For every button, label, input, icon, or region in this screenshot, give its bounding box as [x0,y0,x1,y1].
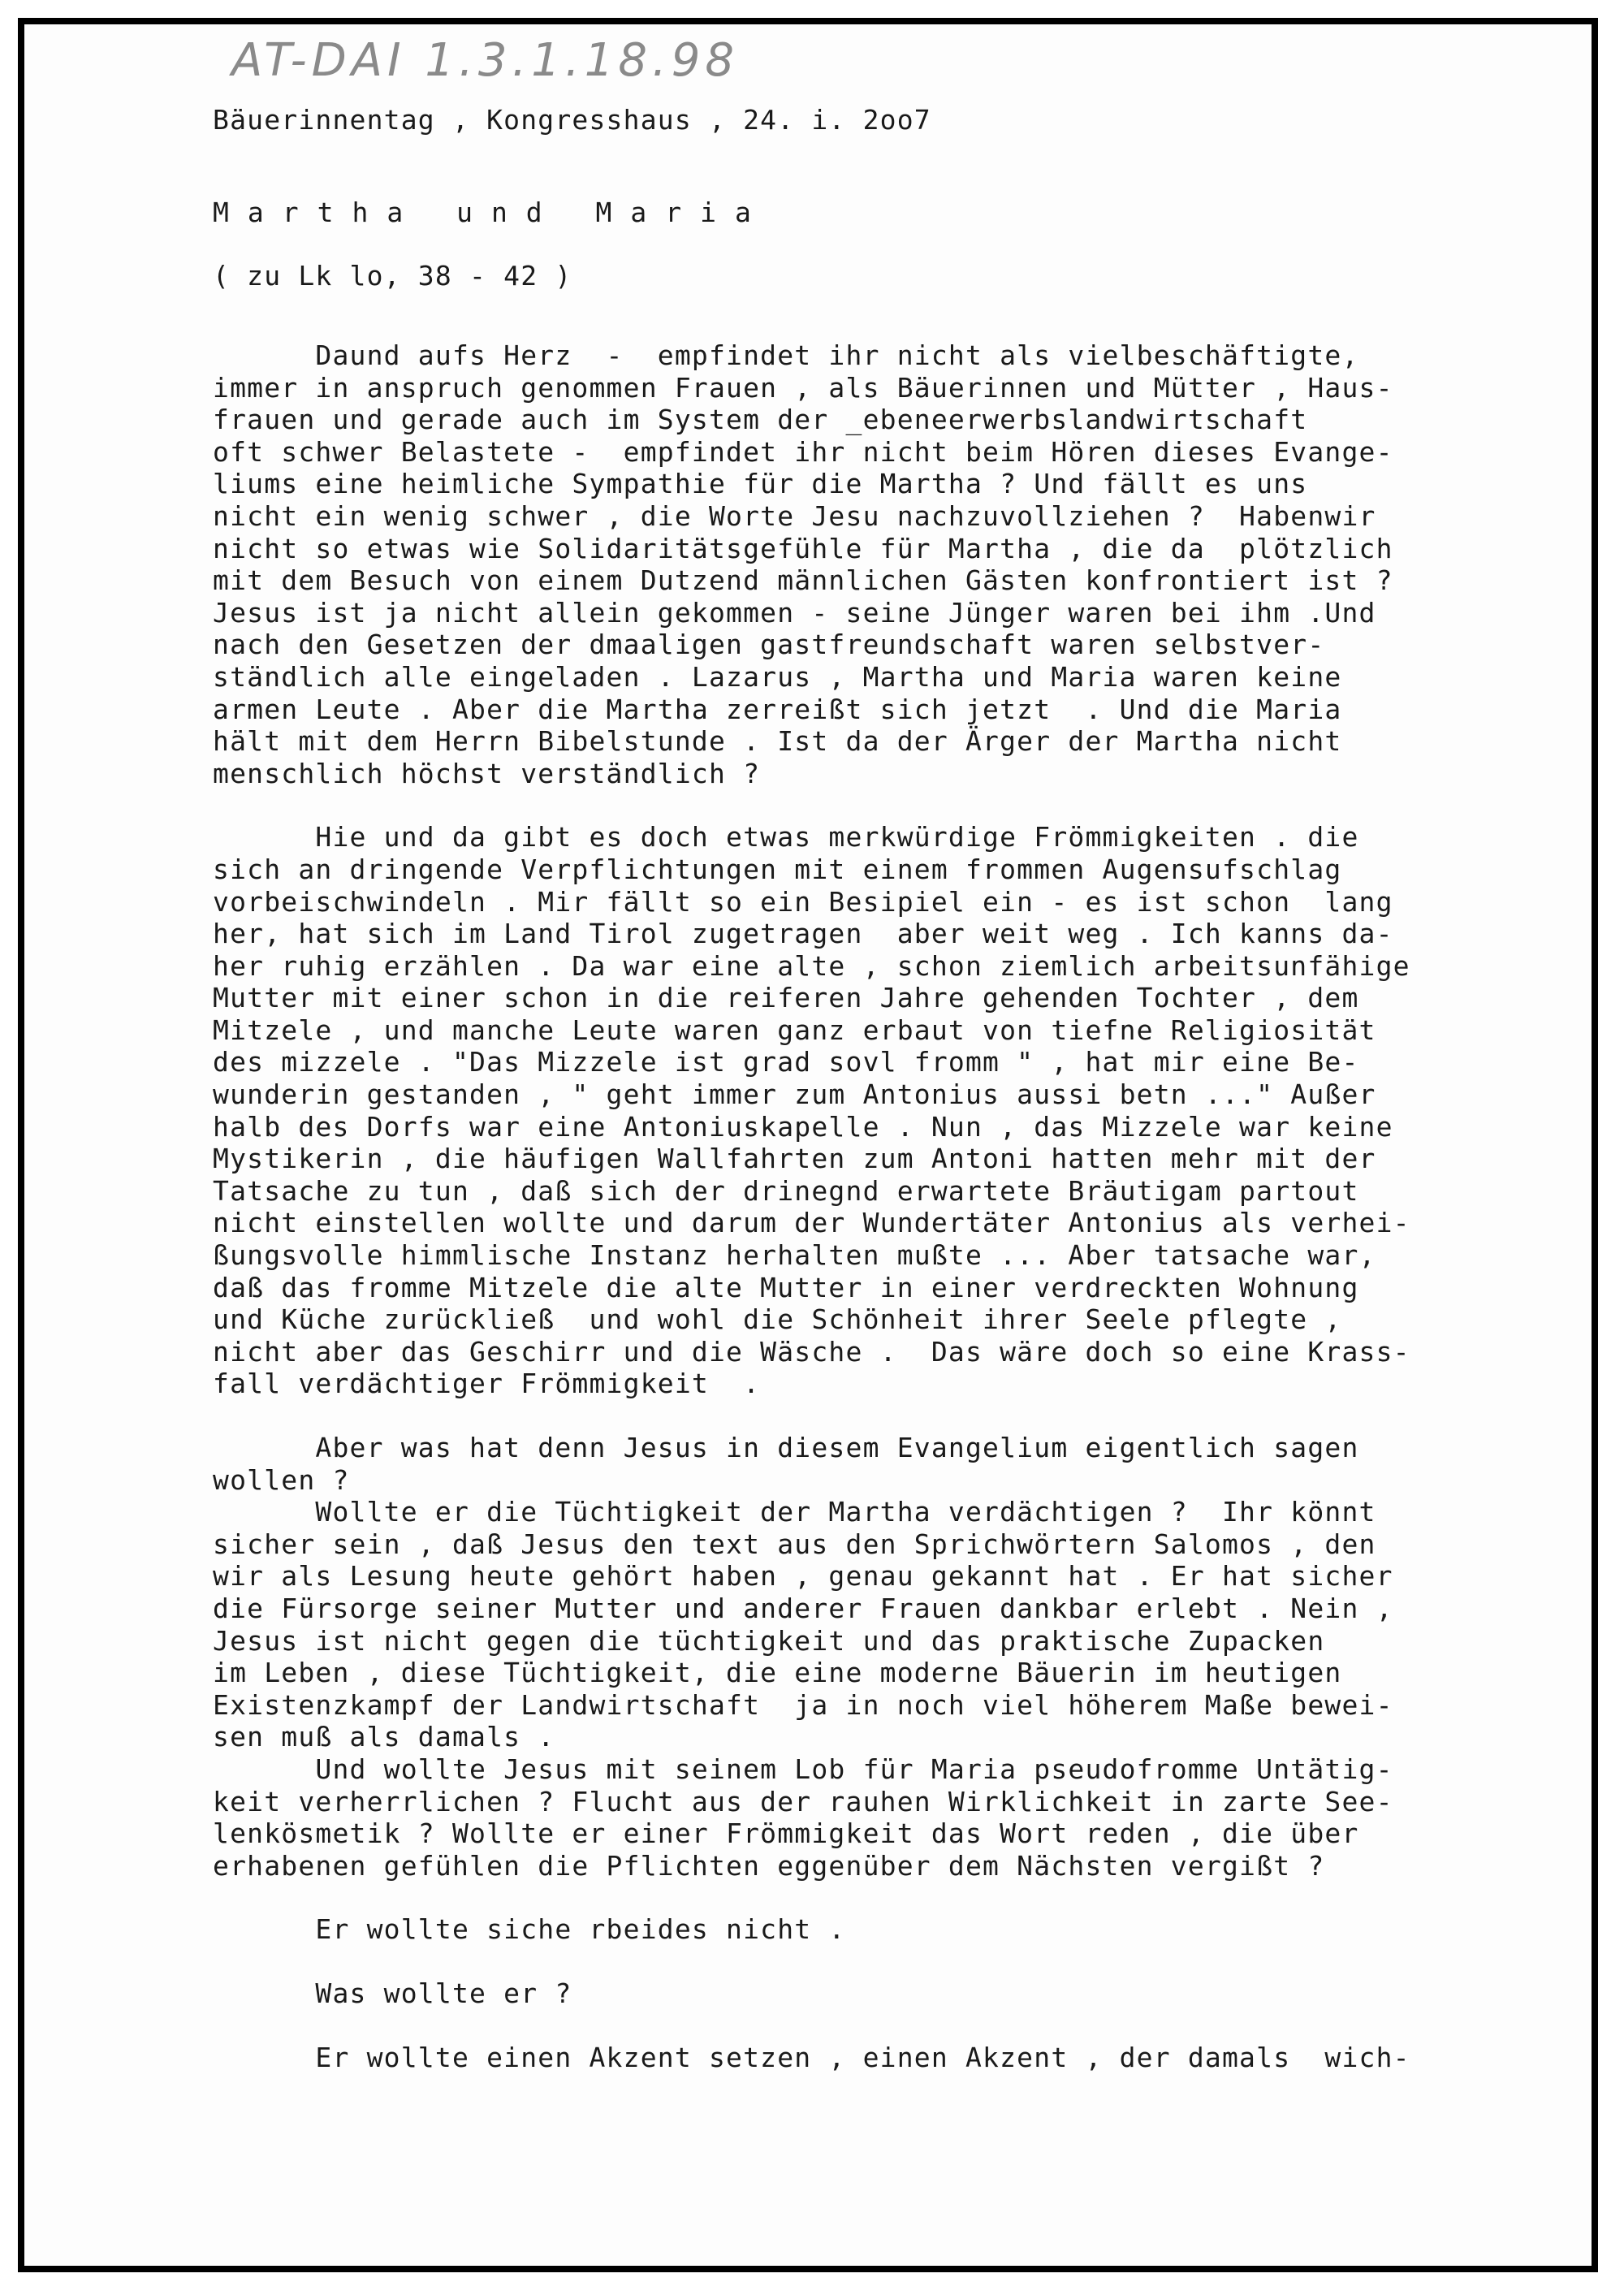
text-line: halb des Dorfs war eine Antoniuskapelle . Nun , das Mizzele war keine [213,1110,1393,1143]
text-line: Tatsache zu tun , daß sich der drinegnd erwartete Bräutigam partout [213,1174,1359,1207]
paragraph-gap [213,789,1593,821]
text-line: nicht einstellen wollte und darum der Wundertäter Antonius als verhei- [213,1207,1410,1239]
text-line: Jesus ist nicht gegen die tüchtigkeit und das praktische Zupacken [213,1624,1325,1657]
text-line: lenkösmetik ? Wollte er einer Frömmigkeit das Wort reden , die über [213,1817,1359,1850]
text-line: nicht ein wenig schwer , die Worte Jesu nachzuvollziehen ? Habenwir [213,499,1376,532]
text-line: armen Leute . Aber die Martha zerreißt sich jetzt . Und die Maria [213,693,1342,725]
text-line: Mystikerin , die häufigen Wallfahrten zum Antoni hatten mehr mit der [213,1143,1376,1175]
text-line: immer in anspruch genommen Frauen , als Bäuerinnen und Mütter , Haus- [213,371,1393,404]
text-line: Hie und da gibt es doch etwas merkwürdige Frömmigkeiten . die [213,821,1359,854]
text-line: mit dem Besuch von einem Dutzend männlichen Gästen konfrontiert ist ? [213,564,1393,597]
scripture-reference: ( zu Lk lo, 38 - 42 ) [213,260,572,292]
text-line: nicht aber das Geschirr und die Wäsche . Das wäre doch so eine Krass- [213,1335,1410,1368]
event-header: Bäuerinnentag , Kongresshaus , 24. i. 2oo7 [213,104,931,136]
text-line: Aber was hat denn Jesus in diesem Evangelium eigentlich sagen [213,1432,1359,1463]
paragraph-gap [213,1882,1593,1913]
text-line: sich an dringende Verpflichtungen mit einem frommen Augensufschlag [213,853,1342,885]
text-line: wir als Lesung heute gehört haben , genau gekannt hat . Er hat sicher [213,1560,1393,1593]
paragraph [213,1977,1593,2010]
text-line: Er wollte siche rbeides nicht . [213,1913,846,1946]
text-line: Mutter mit einer schon in die reiferen Jahre gehenden Tochter , dem [213,982,1359,1014]
paragraph [213,1432,1593,1882]
text-line: menschlich höchst verständlich ? [213,757,761,789]
text-line: nicht so etwas wie Solidaritätsgefühle für Martha , die da plötzlich [213,532,1393,564]
text-line: oft schwer Belastete - empfindet ihr nicht beim Hören dieses Evange- [213,435,1393,468]
text-line: und Küche zurückließ und wohl die Schönheit ihrer Seele pflegte , [213,1303,1342,1336]
text-line: Existenzkampf der Landwirtschaft ja in noch viel höherem Maße bewei- [213,1688,1393,1721]
text-line: die Fürsorge seiner Mutter und anderer Frauen dankbar erlebt . Nein , [213,1592,1393,1624]
text-line: des mizzele . "Das Mizzele ist grad sovl fromm " , hat mir eine Be- [213,1046,1359,1078]
text-line: im Leben , diese Tüchtigkeit, die eine moderne Bäuerin im heutigen [213,1657,1342,1689]
text-line: ständlich alle eingeladen . Lazarus , Martha und Maria waren keine [213,660,1342,693]
text-line: Und wollte Jesus mit seinem Lob für Maria pseudofromme Untätig- [213,1753,1393,1785]
text-line: daß das fromme Mitzele die alte Mutter in einer verdreckten Wohnung [213,1271,1359,1303]
text-line: her ruhig erzählen . Da war eine alte , schon ziemlich arbeitsunfähige [213,949,1410,982]
text-line: hält mit dem Herrn Bibelstunde . Ist da der Ärger der Martha nicht [213,725,1342,758]
paragraph-gap [213,1400,1593,1432]
text-line: wollen ? [213,1463,350,1496]
text-line: Er wollte einen Akzent setzen , einen Akzent , der damals wich- [213,2041,1410,2073]
text-line: wunderin gestanden , " geht immer zum Antonius aussi betn ..." Außer [213,1078,1376,1111]
text-line: her, hat sich im Land Tirol zugetragen aber weit weg . Ich kanns da- [213,918,1393,950]
paragraph [213,1913,1593,1946]
text-line: Mitzele , und manche Leute waren ganz erbaut von tiefne Religiosität [213,1014,1376,1046]
text-line: Daund aufs Herz - empfindet ihr nicht als vielbeschäftigte, [213,339,1359,371]
sermon-body [213,339,1593,2073]
text-line: sicher sein , daß Jesus den text aus den Sprichwörtern Salomos , den [213,1528,1376,1560]
paragraph-gap [213,2010,1593,2042]
text-line: Was wollte er ? [213,1977,572,2009]
paragraph [213,339,1593,789]
text-line: nach den Gesetzen der dmaaligen gastfreundschaft waren selbstver- [213,629,1325,661]
text-line: Wollte er die Tüchtigkeit der Martha verdächtigen ? Ihr könnt [213,1496,1376,1528]
paragraph [213,2042,1593,2074]
text-line: vorbeischwindeln . Mir fällt so ein Besipiel ein - es ist schon lang [213,885,1393,918]
text-line: ßungsvolle himmlische Instanz herhalten mußte ... Aber tatsache war, [213,1239,1376,1272]
text-line: erhabenen gefühlen die Pflichten eggenüber dem Nächsten vergißt ? [213,1849,1325,1882]
sermon-title: Martha und Maria [213,197,770,228]
text-line: frauen und gerade auch im System der _ebeneerwerbslandwirtschaft [213,404,1308,436]
text-line: fall verdächtiger Frömmigkeit . [213,1368,761,1400]
archive-id-stamp: AT-DAI 1.3.1.18.98 [231,34,740,87]
text-line: liums eine heimliche Sympathie für die Martha ? Und fällt es uns [213,468,1308,500]
text-line: sen muß als damals . [213,1721,555,1753]
paragraph-gap [213,1946,1593,1977]
text-line: keit verherrlichen ? Flucht aus der rauhen Wirklichkeit in zarte See- [213,1785,1393,1817]
paragraph [213,821,1593,1400]
text-line: Jesus ist ja nicht allein gekommen - seine Jünger waren bei ihm .Und [213,596,1376,629]
